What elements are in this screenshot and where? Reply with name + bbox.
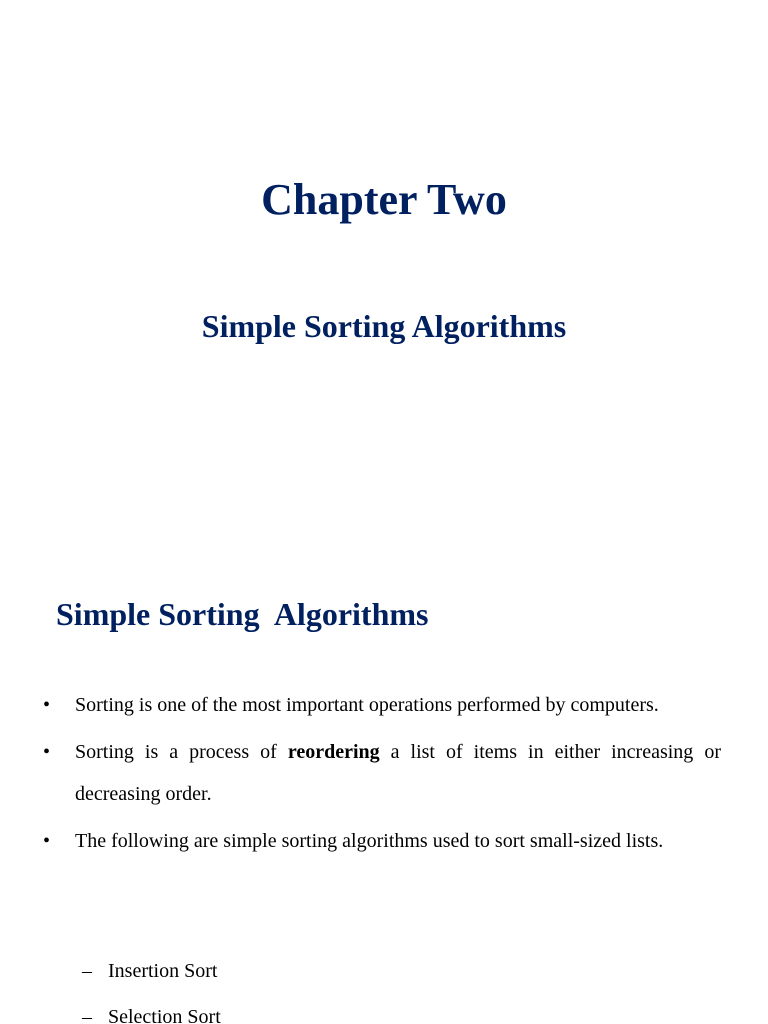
bullet-icon: • — [43, 741, 51, 763]
section-heading: Simple Sorting Algorithms — [56, 596, 429, 632]
sub-item-text: Insertion Sort — [108, 960, 218, 982]
dash-icon: – — [82, 1006, 92, 1024]
bullet-text-before: Sorting is a process of — [75, 741, 288, 763]
bullet-item — [43, 820, 721, 862]
bullet-item — [43, 731, 721, 815]
bullet-text-after: a list of items in either increasing or decreasing order. — [75, 741, 721, 805]
sub-list — [0, 948, 768, 1024]
sub-item-text: Selection Sort — [108, 1006, 221, 1024]
dash-icon: – — [82, 960, 92, 982]
sub-list-item — [82, 994, 768, 1024]
bullet-icon: • — [43, 694, 51, 716]
chapter-title: Chapter Two — [261, 175, 507, 224]
sub-list-item — [82, 948, 768, 994]
bullet-text-bold: reordering — [287, 741, 380, 763]
bullet-list — [0, 684, 768, 867]
bullet-text: The following are simple sorting algorithms used to sort small-sized lists. — [75, 830, 664, 852]
content-slide — [0, 560, 768, 1024]
bullet-item — [43, 684, 721, 726]
bullet-text — [75, 731, 721, 815]
bullet-text: Sorting is one of the most important operations performed by computers. — [75, 694, 659, 716]
chapter-subtitle: Simple Sorting Algorithms — [201, 308, 567, 344]
bullet-icon: • — [43, 830, 51, 852]
